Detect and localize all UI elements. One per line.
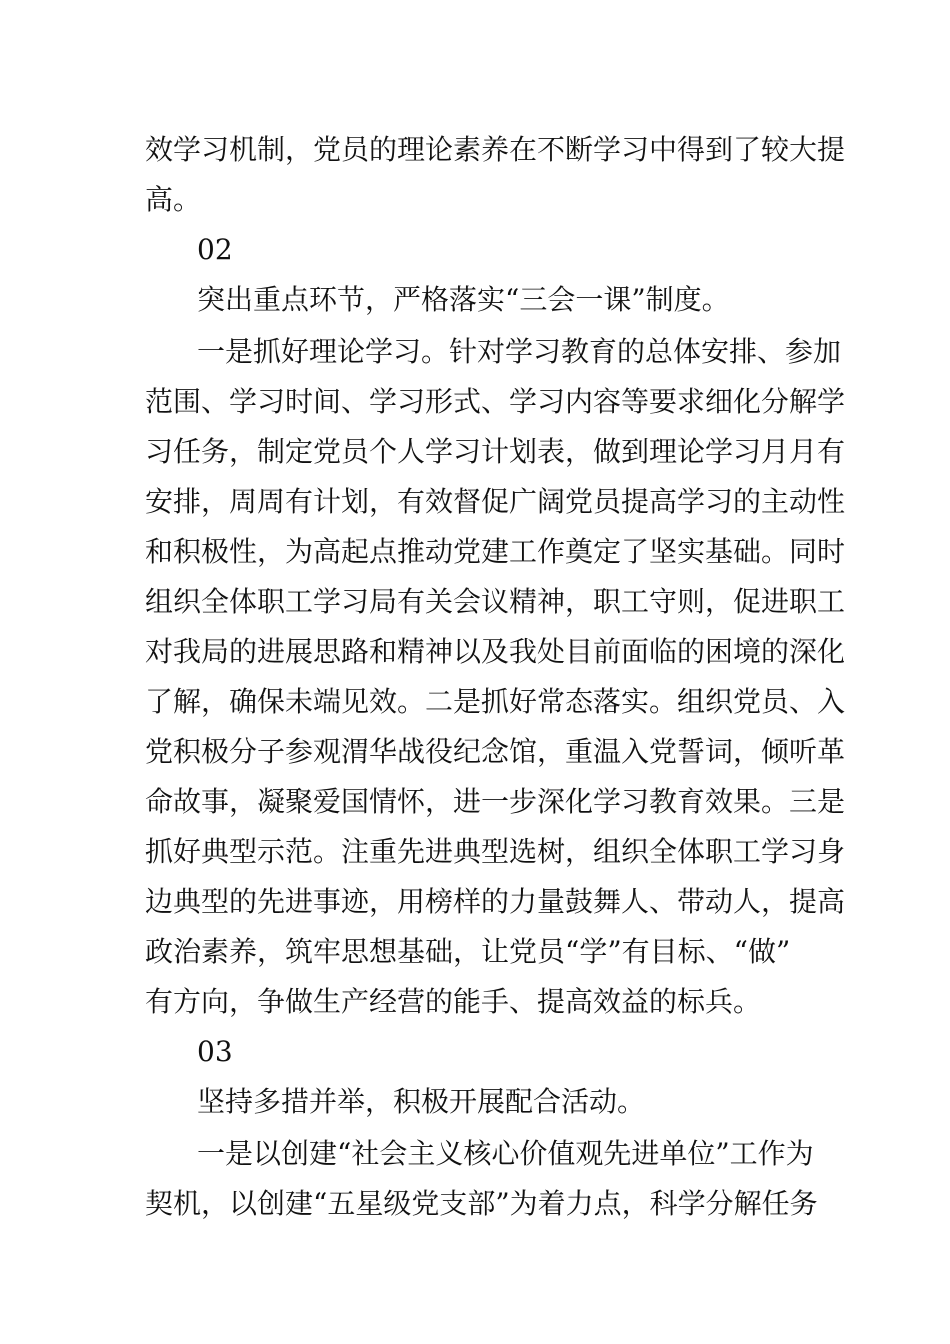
text-line: 一是抓好理论学习。针对学习教育的总体安排、参加 xyxy=(197,335,842,368)
text-line: 有方向，争做生产经营的能手、提高效益的标兵。 xyxy=(145,985,762,1018)
text-line: 范围、学习时间、学习形式、学习内容等要求细化分解学 xyxy=(145,385,846,418)
section-number: 02 xyxy=(197,233,233,266)
text-line: 党积极分子参观渭华战役纪念馆，重温入党誓词，倾听革 xyxy=(145,735,846,768)
text-line: 效学习机制，党员的理论素养在不断学习中得到了较大提 xyxy=(145,133,846,166)
section-heading: 坚持多措并举，积极开展配合活动。 xyxy=(197,1085,646,1118)
text-line: 抓好典型示范。注重先进典型选树，组织全体职工学习身 xyxy=(145,835,846,868)
text-line: 安排，周周有计划，有效督促广阔党员提高学习的主动性 xyxy=(145,485,846,518)
text-line: 边典型的先进事迹，用榜样的力量鼓舞人、带动人，提高 xyxy=(145,885,846,918)
text-line: 高。 xyxy=(145,183,202,216)
text-line: 一是以创建“社会主义核心价值观先进单位”工作为 xyxy=(197,1137,814,1170)
text-line: 和积极性，为高起点推动党建工作奠定了坚实基础。同时 xyxy=(145,535,846,568)
text-line: 组织全体职工学习局有关会议精神，职工守则，促进职工 xyxy=(145,585,846,618)
text-line: 对我局的进展思路和精神以及我处目前面临的困境的深化 xyxy=(145,635,846,668)
text-line: 命故事，凝聚爱国情怀，进一步深化学习教育效果。三是 xyxy=(145,785,846,818)
section-heading: 突出重点环节，严格落实“三会一课”制度。 xyxy=(197,283,730,316)
text-line: 契机，以创建“五星级党支部”为着力点，科学分解任务 xyxy=(145,1187,818,1220)
text-line: 习任务，制定党员个人学习计划表，做到理论学习月月有 xyxy=(145,435,846,468)
text-line: 了解，确保未端见效。二是抓好常态落实。组织党员、入 xyxy=(145,685,846,718)
text-line: 政治素养，筑牢思想基础，让党员“学”有目标、“做” xyxy=(145,935,791,968)
section-number: 03 xyxy=(197,1035,233,1068)
